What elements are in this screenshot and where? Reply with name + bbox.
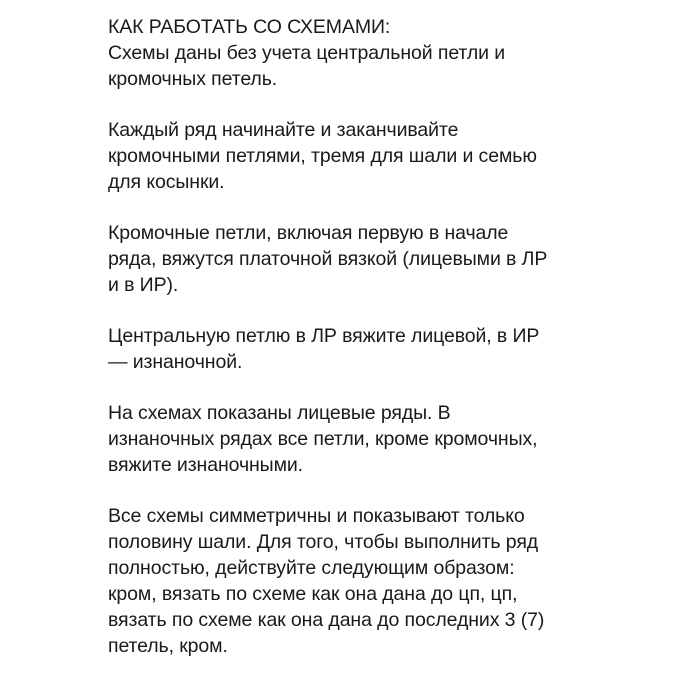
paragraph-5 [108, 400, 678, 478]
paragraph-6 [108, 503, 678, 659]
paragraph-gap [108, 478, 678, 503]
paragraph-gap [108, 375, 678, 400]
text-line: Каждый ряд начинайте и заканчивайте [108, 119, 459, 141]
text-line: Схемы даны без учета центральной петли и [108, 42, 506, 64]
text-line: ряда, вяжутся платочной вязкой (лицевыми в ЛР [108, 248, 548, 270]
text-line: — изнаночной. [108, 351, 243, 373]
text-line: и в ИР). [108, 274, 179, 296]
text-line: Все схемы симметричны и показывают только [108, 505, 525, 527]
text-line: изнаночных рядах все петли, кроме кромочных, [108, 428, 538, 450]
paragraph-4 [108, 323, 678, 375]
document-title: КАК РАБОТАТЬ СО СХЕМАМИ: [108, 16, 391, 38]
text-line: вязать по схеме как она дана до последних 3 (7) [108, 609, 545, 631]
text-line: кромочных петель. [108, 68, 278, 90]
paragraph-gap [108, 92, 678, 117]
paragraph-gap [108, 298, 678, 323]
text-line: петель, кром. [108, 635, 228, 657]
text-line: кромочными петлями, тремя для шали и семью [108, 145, 537, 167]
paragraph-gap [108, 195, 678, 220]
paragraph-1 [108, 40, 678, 92]
paragraph-3 [108, 220, 678, 298]
instructions-document [108, 14, 678, 659]
text-line: кром, вязать по схеме как она дана до цп, цп, [108, 583, 518, 605]
text-line: Центральную петлю в ЛР вяжите лицевой, в ИР [108, 325, 540, 347]
text-line: вяжите изнаночными. [108, 454, 304, 476]
text-line: половину шали. Для того, чтобы выполнить ряд [108, 531, 539, 553]
paragraph-2 [108, 117, 678, 195]
text-line: Кромочные петли, включая первую в начале [108, 222, 509, 244]
text-line: На схемах показаны лицевые ряды. В [108, 402, 451, 424]
text-line: для косынки. [108, 171, 225, 193]
text-line: полностью, действуйте следующим образом: [108, 557, 515, 579]
